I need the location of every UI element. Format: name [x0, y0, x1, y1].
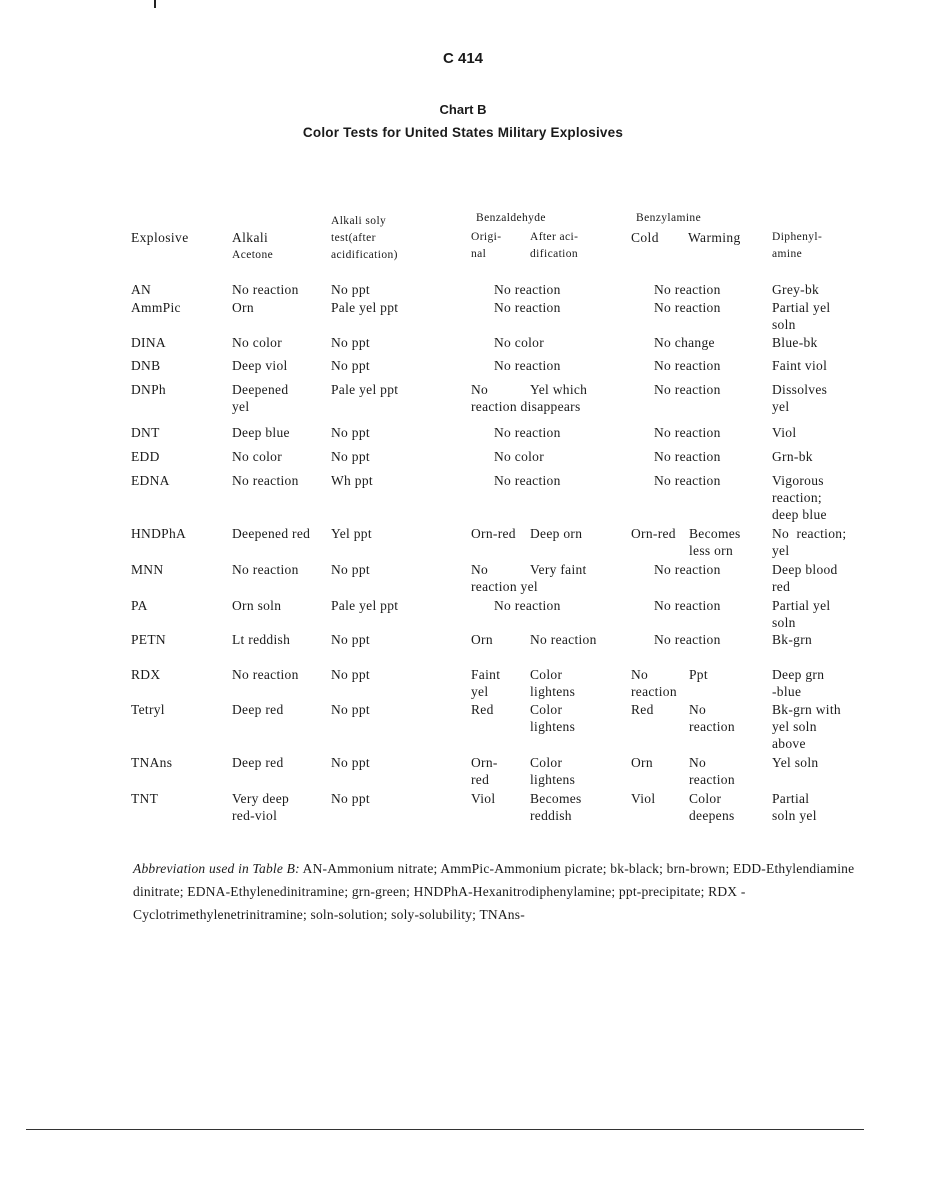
cell-soly: Wh ppt — [331, 473, 373, 488]
cell-benzyl-combined: No change — [654, 335, 715, 350]
cell-explosive: DNPh — [131, 382, 166, 397]
cell-diphenyl: No reaction; yel — [772, 526, 847, 558]
cell-soly: No ppt — [331, 449, 370, 464]
cell-explosive: PETN — [131, 632, 166, 647]
cell-diphenyl: Deep blood red — [772, 562, 838, 594]
cell-benzyl-cold: Viol — [631, 791, 656, 806]
cell-soly: No ppt — [331, 358, 370, 373]
cell-benz-combined: No color — [494, 449, 545, 464]
margin-tick-mark — [154, 0, 156, 8]
cell-alkali: No reaction — [232, 667, 299, 682]
cell-explosive: HNDPhA — [131, 526, 187, 541]
header-benz-after: After aci- dification — [530, 231, 579, 260]
cell-explosive: DNB — [131, 358, 161, 373]
cell-benz-after: Deep orn — [530, 526, 583, 541]
cell-benz-orig: Orn — [471, 632, 493, 647]
cell-alkali: Deep blue — [232, 425, 290, 440]
cell-benzyl-combined: No reaction — [654, 300, 721, 315]
header-explosive: Explosive — [131, 230, 189, 245]
cell-diphenyl: Partial yel soln — [772, 598, 831, 630]
cell-benzyl-cold: Orn — [631, 755, 653, 770]
cell-alkali: Deep red — [232, 702, 284, 717]
cell-benzyl-cold: Orn-red — [631, 526, 676, 541]
cell-benz-orig: Faint yel — [471, 667, 501, 699]
cell-explosive: EDD — [131, 449, 160, 464]
cell-benz-combined: No reaction — [494, 300, 561, 315]
cell-soly: No ppt — [331, 562, 370, 577]
cell-soly: Yel ppt — [331, 526, 372, 541]
cell-soly: No ppt — [331, 755, 370, 770]
cell-explosive: RDX — [131, 667, 161, 682]
cell-explosive: AN — [131, 282, 152, 297]
cell-alkali: No reaction — [232, 473, 299, 488]
abbreviation-note — [133, 857, 893, 926]
cell-diphenyl: Grn-bk — [772, 449, 813, 464]
cell-benzyl-warm: Becomes less orn — [689, 526, 741, 558]
cell-benz-combined: No reaction — [494, 473, 561, 488]
cell-benzyl-combined: No reaction — [654, 598, 721, 613]
cell-explosive: PA — [131, 598, 148, 613]
cell-soly: Pale yel ppt — [331, 300, 399, 315]
cell-benz-after: Color lightens — [530, 702, 576, 734]
cell-benz-orig: Orn-red — [471, 526, 516, 541]
cell-explosive: AmmPic — [131, 300, 181, 315]
cell-alkali: Deep red — [232, 755, 284, 770]
cell-benzyl-combined: No reaction — [654, 562, 721, 577]
cell-diphenyl: Partial yel soln — [772, 300, 831, 332]
cell-soly: No ppt — [331, 667, 370, 682]
cell-benz-orig: No reaction disappears — [471, 382, 581, 414]
header-alkali-soly: Alkali soly test(after acidification) — [331, 215, 398, 261]
abbreviation-text: AN-Ammonium nitrate; AmmPic-Ammonium picrate; bk-black; brn-brown; EDD-Ethylendiamine dinitrate; EDNA-Ethylenedinitramine; grn-green; HNDPhA-Hexanitrodiphenylamine; ppt-precipitate; RDX - Cyclotrimethylenetrinitramine; soln-solution; soly-solubility; TNAns- — [133, 861, 855, 922]
cell-benz-after: Becomes reddish — [530, 791, 582, 823]
cell-benzyl-cold: Red — [631, 702, 654, 717]
cell-alkali: No reaction — [232, 282, 299, 297]
cell-benzyl-combined: No reaction — [654, 358, 721, 373]
chart-label: Chart B — [439, 102, 487, 117]
cell-explosive: TNAns — [131, 755, 173, 770]
cell-diphenyl: Blue-bk — [772, 335, 818, 350]
cell-benzyl-combined: No reaction — [654, 382, 721, 397]
cell-explosive: DINA — [131, 335, 166, 350]
cell-soly: No ppt — [331, 282, 370, 297]
header-diphenylamine: Diphenyl- amine — [772, 231, 823, 260]
cell-soly: No ppt — [331, 702, 370, 717]
cell-soly: No ppt — [331, 791, 370, 806]
chart-title: Color Tests for United States Military Explosives — [302, 125, 624, 140]
cell-alkali: Deepened red — [232, 526, 311, 541]
cell-diphenyl: Yel soln — [772, 755, 819, 770]
cell-diphenyl: Vigorous reaction; deep blue — [772, 473, 827, 522]
header-alkali-sub: Acetone — [232, 249, 274, 261]
cell-soly: No ppt — [331, 335, 370, 350]
cell-explosive: Tetryl — [131, 702, 165, 717]
cell-benz-orig: Orn- red — [471, 755, 498, 787]
cell-explosive: EDNA — [131, 473, 170, 488]
cell-benz-combined: No reaction — [494, 425, 561, 440]
cell-benzyl-cold: No reaction — [631, 667, 677, 699]
cell-benzyl-warm: Color deepens — [689, 791, 735, 823]
cell-alkali: Orn soln — [232, 598, 282, 613]
cell-benz-combined: No color — [494, 335, 545, 350]
cell-explosive: DNT — [131, 425, 160, 440]
cell-alkali: Lt reddish — [232, 632, 291, 647]
cell-diphenyl: Grey-bk — [772, 282, 820, 297]
cell-benz-combined: No reaction — [494, 358, 561, 373]
header-benzylamine: Benzylamine — [636, 212, 702, 224]
cell-benz-orig: Red — [471, 702, 494, 717]
cell-benz-orig: No reaction yel — [471, 562, 538, 594]
cell-explosive: MNN — [131, 562, 164, 577]
cell-alkali: Deep viol — [232, 358, 288, 373]
header-benzyl-warming: Warming — [688, 230, 741, 245]
header-alkali: Alkali — [232, 230, 269, 245]
cell-alkali: No reaction — [232, 562, 299, 577]
cell-benzyl-warm: Ppt — [689, 667, 708, 682]
cell-benz-after: Color lightens — [530, 667, 576, 699]
cell-benz-orig: Viol — [471, 791, 496, 806]
cell-benzyl-warm: No reaction — [689, 702, 735, 734]
cell-benzyl-warm: No reaction — [689, 755, 735, 787]
cell-soly: No ppt — [331, 425, 370, 440]
footer-rule — [26, 1129, 864, 1130]
page-number: C 414 — [442, 50, 484, 67]
header-benzaldehyde: Benzaldehyde — [476, 212, 546, 224]
cell-soly: Pale yel ppt — [331, 382, 399, 397]
cell-diphenyl: Deep grn -blue — [772, 667, 825, 699]
cell-soly: Pale yel ppt — [331, 598, 399, 613]
cell-benzyl-combined: No reaction — [654, 473, 721, 488]
cell-soly: No ppt — [331, 632, 370, 647]
cell-benzyl-combined: No reaction — [654, 632, 721, 647]
cell-explosive: TNT — [131, 791, 159, 806]
cell-alkali: No color — [232, 449, 283, 464]
cell-benz-combined: No reaction — [494, 598, 561, 613]
cell-diphenyl: Dissolves yel — [772, 382, 828, 414]
cell-benz-after: No reaction — [530, 632, 597, 647]
cell-alkali: Very deep red-viol — [232, 791, 290, 823]
cell-benz-after: Yel which — [530, 382, 588, 397]
cell-diphenyl: Bk-grn — [772, 632, 813, 647]
cell-diphenyl: Faint viol — [772, 358, 828, 373]
header-benzyl-cold: Cold — [631, 230, 659, 245]
cell-diphenyl: Viol — [772, 425, 797, 440]
cell-benzyl-combined: No reaction — [654, 425, 721, 440]
cell-benzyl-combined: No reaction — [654, 282, 721, 297]
cell-alkali: Orn — [232, 300, 254, 315]
cell-benz-combined: No reaction — [494, 282, 561, 297]
cell-diphenyl: Bk-grn with yel soln above — [772, 702, 841, 751]
cell-alkali: No color — [232, 335, 283, 350]
cell-alkali: Deepened yel — [232, 382, 289, 414]
cell-benz-after: Color lightens — [530, 755, 576, 787]
cell-diphenyl: Partial soln yel — [772, 791, 817, 823]
abbreviation-label: Abbreviation used in Table B: — [133, 861, 300, 876]
header-benz-original: Origi- nal — [471, 231, 502, 260]
cell-benzyl-combined: No reaction — [654, 449, 721, 464]
cell-benz-after: Very faint — [530, 562, 587, 577]
